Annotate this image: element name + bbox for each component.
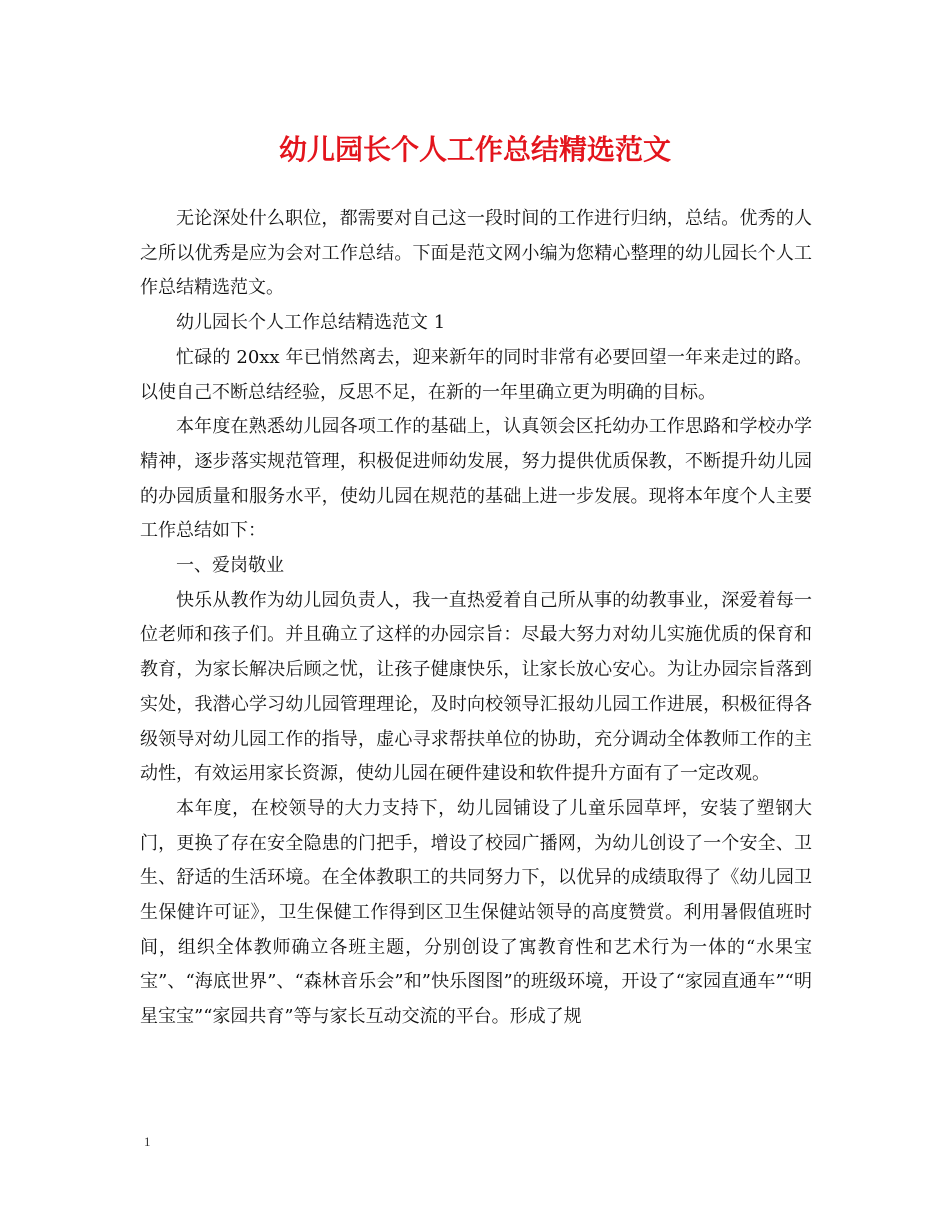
document-body	[140, 202, 812, 1035]
paragraph-environment: 本年度，在校领导的大力支持下，幼儿园铺设了儿童乐园草坪，安装了塑钢大门，更换了存在安全隐患的门把手，增设了校园广播网，为幼儿创设了一个安全、卫生、舒适的生活环境。在全体教职工的共同努力下，以优异的成绩取得了《幼儿园卫生保健许可证》，卫生保健工作得到区卫生保健站领导的高度赞赏。利用暑假值班时间，组织全体教师确立各班主题，分别创设了寓教育性和艺术行为一体的“水果宝宝”、“海底世界”、“森林音乐会”和”快乐图图”的班级环境，开设了“家园直通车”“明星宝宝”“家园共育”等与家长互动交流的平台。形成了规	[140, 797, 812, 1028]
paragraph-review: 忙碌的 20xx 年已悄然离去，迎来新年的同时非常有必要回望一年来走过的路。以使自己不断总结经验，反思不足，在新的一年里确立更为明确的目标。	[140, 346, 812, 403]
paragraph-subtitle: 幼儿园长个人工作总结精选范文 1	[176, 312, 446, 334]
section-heading: 一、爱岗敬业	[176, 555, 284, 577]
page-number: 1	[144, 1134, 151, 1149]
document-title: 幼儿园长个人工作总结精选范文	[278, 133, 671, 166]
paragraph-intro: 无论深处什么职位，都需要对自己这一段时间的工作进行归纳，总结。优秀的人之所以优秀是应为会对工作总结。下面是范文网小编为您精心整理的幼儿园长个人工作总结精选范文。	[140, 208, 812, 299]
paragraph-overview: 本年度在熟悉幼儿园各项工作的基础上，认真领会区托幼办工作思路和学校办学精神，逐步落实规范管理，积极促进师幼发展，努力提供优质保教，不断提升幼儿园的办园质量和服务水平，使幼儿园在规范的基础上进一步发展。现将本年度个人主要工作总结如下：	[140, 416, 812, 542]
paragraph-dedication: 快乐从教作为幼儿园负责人，我一直热爱着自己所从事的幼教事业，深爱着每一位老师和孩子们。并且确立了这样的办园宗旨：尽最大努力对幼儿实施优质的保育和教育，为家长解决后顾之忧，让孩子健康快乐，让家长放心安心。为让办园宗旨落到实处，我潜心学习幼儿园管理理论，及时向校领导汇报幼儿园工作进展，积极征得各级领导对幼儿园工作的指导，虚心寻求帮扶单位的协助，充分调动全体教师工作的主动性，有效运用家长资源，使幼儿园在硬件建设和软件提升方面有了一定改观。	[140, 589, 812, 785]
